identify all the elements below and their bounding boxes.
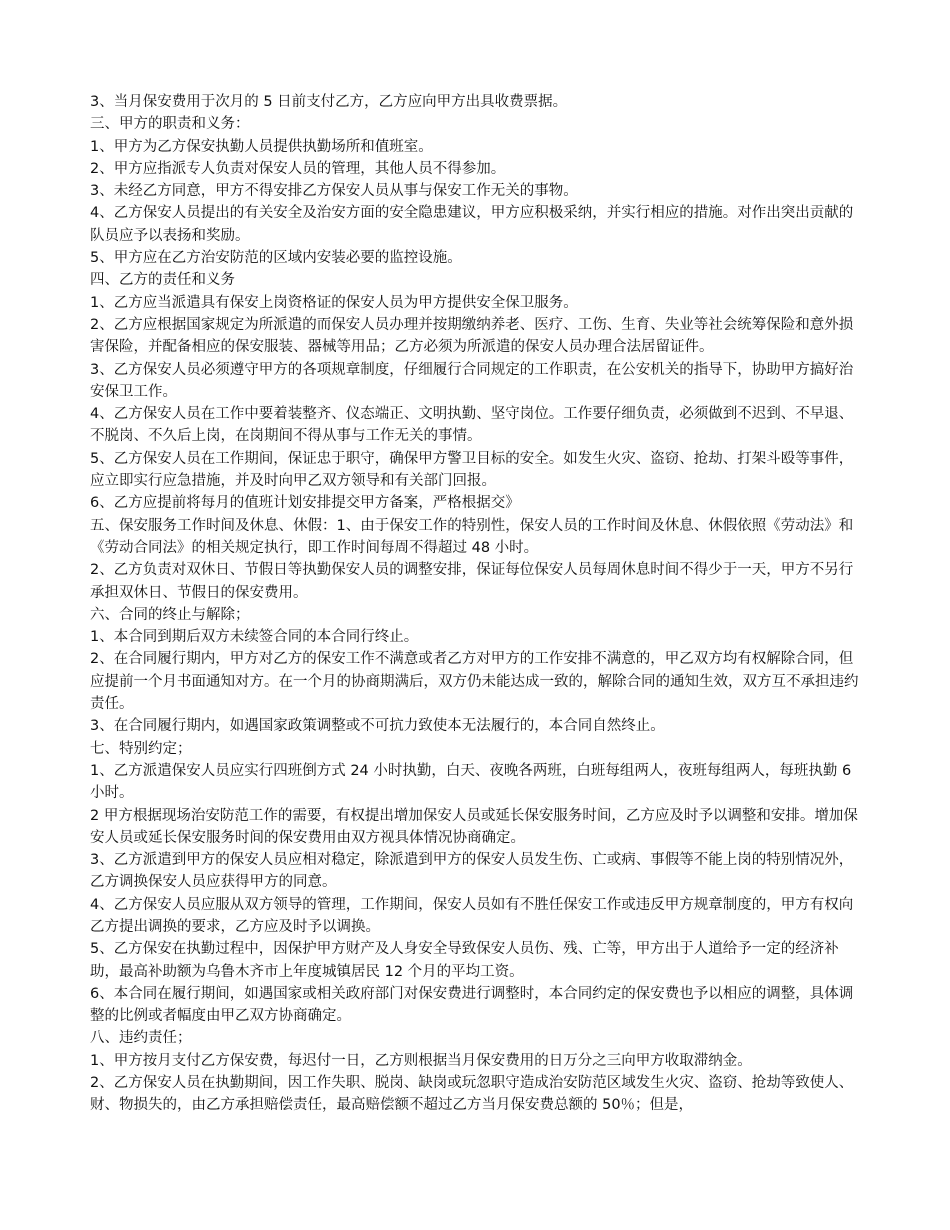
clause-a-4: 4、乙方保安人员提出的有关安全及治安方面的安全隐患建议，甲方应积极采纳，并实行相应的措施。对作出突出贡献的队员应予以表扬和奖励。: [90, 205, 854, 244]
clause-special-5: 5、乙方保安在执勤过程中，因保护甲方财产及人身安全导致保安人员伤、残、亡等，甲方出于人道给予一定的经济补助，最高补助额为乌鲁木齐市上年度城镇居民 12 个月的平均工资。: [90, 941, 839, 980]
clause-b-5: 5、乙方保安人员在工作期间，保证忠于职守，确保甲方警卫目标的安全。如发生火灾、盗窃、抢劫、打架斗殴等事件，应立即实行应急措施，并及时向甲乙双方领导和有关部门回报。: [90, 450, 854, 490]
section-heading-liability: 八、违约责任；: [90, 1030, 192, 1047]
clause-b-2: 2、乙方应根据国家规定为所派遣的而保安人员办理并按期缴纳养老、医疗、工伤、生育、失业等社会统筹保险和意外损害保险，并配备相应的保安服装、器械等用品；乙方必须为所派遣的保安人员办理合法居留证件。: [90, 316, 854, 356]
clause-special-6: 6、本合同在履行期间，如遇国家或相关政府部门对保安费进行调整时，本合同约定的保安费也予以相应的调整，具体调整的比例或者幅度由甲乙双方协商确定。: [90, 985, 854, 1025]
clause-fee-payment: 3、当月保安费用于次月的 5 日前支付乙方，乙方应向甲方出具收费票据。: [90, 94, 568, 110]
clause-termination-3: 3、在合同履行期内，如遇国家政策调整或不可抗力致使本无法履行的，本合同自然终止。: [90, 718, 665, 735]
section-heading-termination: 六、合同的终止与解除；: [90, 606, 250, 623]
clause-termination-2: 2、在合同履行期内，甲方对乙方的保安工作不满意或者乙方对甲方的工作安排不满意的，甲乙双方均有权解除合同，但应提前一个月书面通知对方。在一个月的协商期满后，双方仍未能达成一致的，解除合同的通知生效，双方互不承担违约责任。: [90, 651, 859, 713]
clause-hours-2: 2、乙方负责对双休日、节假日等执勤保安人员的调整安排，保证每位保安人员每周休息时间不得少于一天，甲方不另行承担双休日、节假日的保安费用。: [90, 562, 854, 601]
clause-b-4: 4、乙方保安人员在工作中要着装整齐、仪态端正、文明执勤、坚守岗位。工作要仔细负责，必须做到不迟到、不早退、不脱岗、不久后上岗，在岗期间不得从事与工作无关的事情。: [90, 406, 854, 445]
section-heading-party-b-duties: 四、乙方的责任和义务: [90, 272, 235, 289]
clause-special-4: 4、乙方保安人员应服从双方领导的管理，工作期间，保安人员如有不胜任保安工作或违反甲方规章制度的，甲方有权向乙方提出调换的要求，乙方应及时予以调换。: [90, 896, 854, 935]
section-working-hours: 五、保安服务工作时间及休息、休假：1、由于保安工作的特别性，保安人员的工作时间及休息、休假依照《劳动法》和《劳动合同法》的相关规定执行，即工作时间每周不得超过 48 小时。: [90, 517, 854, 556]
clause-special-2: 2 甲方根据现场治安防范工作的需要，有权提出增加保安人员或延长保安服务时间，乙方应及时予以调整和安排。增加保安人员或延长保安服务时间的保安费用由双方视具体情况协商确定。: [90, 807, 858, 846]
clause-a-3: 3、未经乙方同意，甲方不得安排乙方保安人员从事与保安工作无关的事物。: [90, 183, 578, 200]
clause-a-1: 1、甲方为乙方保安执勤人员提供执勤场所和值班室。: [90, 138, 433, 155]
clause-a-2: 2、甲方应指派专人负责对保安人员的管理，其他人员不得参加。: [90, 160, 506, 177]
clause-termination-1: 1、本合同到期后双方未续签合同的本合同行终止。: [90, 629, 419, 646]
clause-a-5: 5、甲方应在乙方治安防范的区域内安装必要的监控设施。: [90, 250, 462, 267]
clause-liability-2: 2、乙方保安人员在执勤期间，因工作失职、脱岗、缺岗或玩忽职守造成治安防范区域发生火灾、盗窃、抢劫等致使人、财、物损失的，由乙方承担赔偿责任，最高赔偿额不超过乙方当月保安费总额的 50％；但是，: [90, 1075, 854, 1114]
clause-b-1: 1、乙方应当派遣具有保安上岗资格证的保安人员为甲方提供安全保卫服务。: [90, 294, 578, 311]
clause-b-3: 3、乙方保安人员必须遵守甲方的各项规章制度，仔细履行合同规定的工作职责，在公安机关的指导下，协助甲方搞好治安保卫工作。: [90, 361, 854, 400]
clause-liability-1: 1、甲方按月支付乙方保安费，每迟付一日，乙方则根据当月保安费用的日万分之三向甲方收取滞纳金。: [90, 1052, 752, 1069]
clause-special-1: 1、乙方派遣保安人员应实行四班倒方式 24 小时执勤，白天、夜晚各两班，白班每组两人，夜班每组两人，每班执勤 6 小时。: [90, 762, 852, 802]
contract-document: [90, 91, 860, 1117]
clause-b-6: 6、乙方应提前将每月的值班计划安排提交甲方备案，严格根据交》: [90, 495, 520, 512]
section-heading-special-terms: 七、特别约定；: [90, 740, 192, 757]
section-heading-party-a-duties: 三、甲方的职责和义务：: [90, 116, 250, 133]
clause-special-3: 3、乙方派遣到甲方的保安人员应相对稳定，除派遣到甲方的保安人员发生伤、亡或病、事假等不能上岗的特别情况外，乙方调换保安人员应获得甲方的同意。: [90, 852, 854, 891]
